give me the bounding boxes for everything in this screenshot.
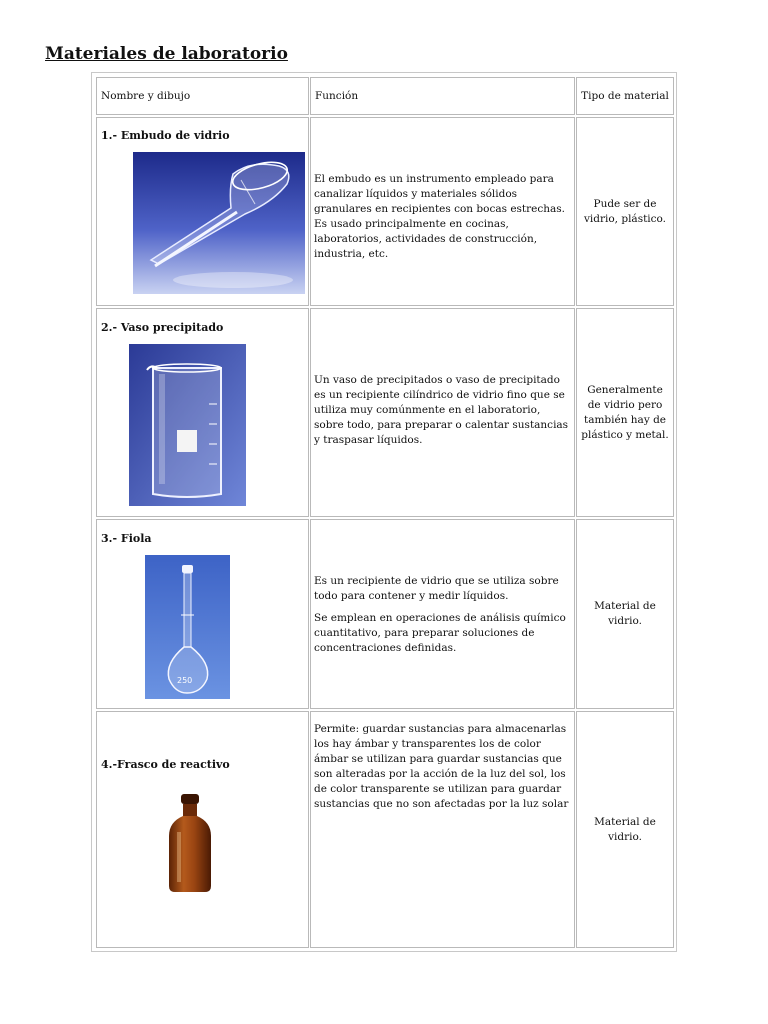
row-1-name: 1.- Embudo de vidrio bbox=[101, 129, 230, 142]
row-2-name: 2.- Vaso precipitado bbox=[101, 321, 224, 334]
row-4-function-text: Permite: guardar sustancias para almacenarlas los hay ámbar y transparentes los de color ámbar se utilizan para guardar sustancias que son alteradas por la acción de la luz del sol, los de color transparente se utilizan para guardar sustancias que no son afectadas por la luz solar bbox=[314, 723, 569, 810]
header-material-cell bbox=[576, 77, 674, 115]
materials-table bbox=[91, 72, 677, 952]
row-3-name-cell bbox=[96, 519, 309, 709]
row-2-name-cell bbox=[96, 308, 309, 517]
row-1-material-cell bbox=[576, 117, 674, 306]
funnel-icon bbox=[133, 152, 305, 294]
row-3-function-cell bbox=[310, 519, 575, 709]
row-1-material: Pude ser de vidrio, plástico. bbox=[583, 197, 667, 225]
header-function-cell bbox=[310, 77, 575, 115]
svg-text:250: 250 bbox=[177, 676, 193, 685]
row-3-material: Material de vidrio. bbox=[594, 600, 656, 627]
header-name: Nombre y dibujo bbox=[101, 89, 191, 102]
beaker-icon bbox=[129, 344, 246, 506]
header-function: Función bbox=[315, 89, 359, 102]
row-2-function-text: Un vaso de precipitados o vaso de precipitado es un recipiente cilíndrico de vidrio fino que se utiliza muy comúnmente en el laboratorio, sobre todo, para preparar o calentar sustancias y traspasar líquidos. bbox=[314, 374, 569, 446]
row-2-material: Generalmente de vidrio pero también hay de plástico y metal. bbox=[581, 383, 669, 441]
row-2-material-cell bbox=[576, 308, 674, 517]
page-title: Materiales de laboratorio bbox=[45, 44, 288, 64]
row-3-material-cell bbox=[576, 519, 674, 709]
row-1-name-cell bbox=[96, 117, 309, 306]
header-name-cell bbox=[96, 77, 309, 115]
row-3-function-text-1: Es un recipiente de vidrio que se utiliza sobre todo para contener y medir líquidos. bbox=[314, 575, 559, 602]
row-4-name-cell bbox=[96, 711, 309, 948]
row-1-function-cell bbox=[310, 117, 575, 306]
row-4-function-cell bbox=[310, 711, 575, 948]
reagent-bottle-icon bbox=[163, 792, 217, 896]
row-4-material-cell bbox=[576, 711, 674, 948]
row-3-function-text-2: Se emplean en operaciones de análisis químico cuantitativo, para preparar soluciones de concentraciones definidas. bbox=[314, 612, 566, 654]
row-1-function-text: El embudo es un instrumento empleado para canalizar líquidos y materiales sólidos granulares en recipientes con bocas estrechas. Es usado principalmente en cocinas, laboratorios, actividades de construcción, industria, etc. bbox=[314, 173, 566, 260]
row-4-name: 4.-Frasco de reactivo bbox=[101, 758, 230, 771]
row-2-function-cell bbox=[310, 308, 575, 517]
row-4-material: Material de vidrio. bbox=[594, 815, 656, 843]
header-material: Tipo de material bbox=[581, 89, 669, 102]
volumetric-flask-icon bbox=[145, 555, 230, 699]
row-3-name: 3.- Fiola bbox=[101, 532, 152, 545]
